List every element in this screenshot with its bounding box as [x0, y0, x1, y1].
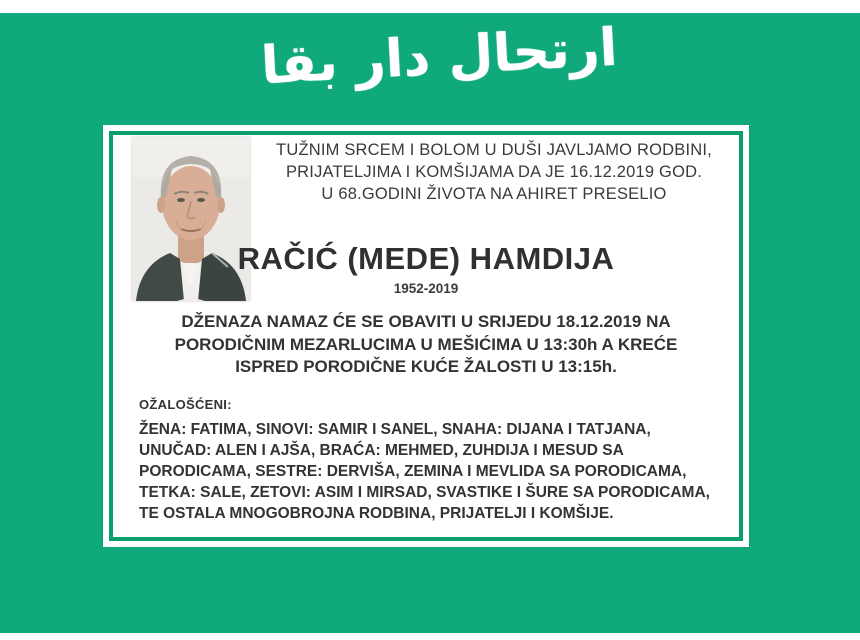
deceased-name: RAČIĆ (MEDE) HAMDIJA: [237, 241, 615, 276]
funeral-line: DŽENAZA NAMAZ ĆE SE OBAVITI U SRIJEDU 18.12.2019 NA: [181, 312, 671, 331]
mourners-list: [139, 419, 725, 524]
intro-text: [253, 139, 735, 205]
funeral-line: ISPRED PORODIČNE KUĆE ŽALOSTI U 13:15h.: [235, 357, 617, 376]
intro-line: TUŽNIM SRCEM I BOLOM U DUŠI JAVLJAMO RODBINI,: [276, 141, 712, 159]
funeral-line: PORODIČNIM MEZARLUCIMA U MEŠIĆIMA U 13:30h A KREĆE: [174, 334, 678, 354]
notice-card: [103, 125, 749, 547]
name-block: [123, 241, 729, 296]
arabic-calligraphy: ارتحال دار بقا: [259, 17, 619, 97]
mourners-line: UNUČAD: ALEN I AJŠA, BRAĆA: MEHMED, ZUHDIJA I MESUD SA: [139, 442, 624, 459]
deceased-years: 1952-2019: [393, 281, 459, 296]
intro-line: PRIJATELJIMA I KOMŠIJAMA DA JE 16.12.2019 GOD.: [285, 163, 703, 181]
mourners-line: PORODICAMA, SESTRE: DERVIŠA, ZEMINA I MEVLIDA SA PORODICAMA,: [139, 463, 687, 480]
mourners-line: TETKA: SALE, ZETOVI: ASIM I MIRSAD, SVASTIKE I ŠURE SA PORODICAMA,: [139, 484, 710, 501]
funeral-info: [131, 311, 721, 379]
mourners-line: ŽENA: FATIMA, SINOVI: SAMIR I SANEL, SNAHA: DIJANA I TATJANA,: [139, 421, 651, 438]
green-sheet: [0, 13, 860, 633]
intro-line: U 68.GODINI ŽIVOTA NA AHIRET PRESELIO: [321, 185, 667, 203]
mourners-section: [139, 397, 725, 524]
mourners-line: TE OSTALA MNOGOBROJNA RODBINA, PRIJATELJI I KOMŠIJE.: [139, 505, 614, 522]
mourners-label: OŽALOŠĆENI:: [139, 397, 232, 412]
